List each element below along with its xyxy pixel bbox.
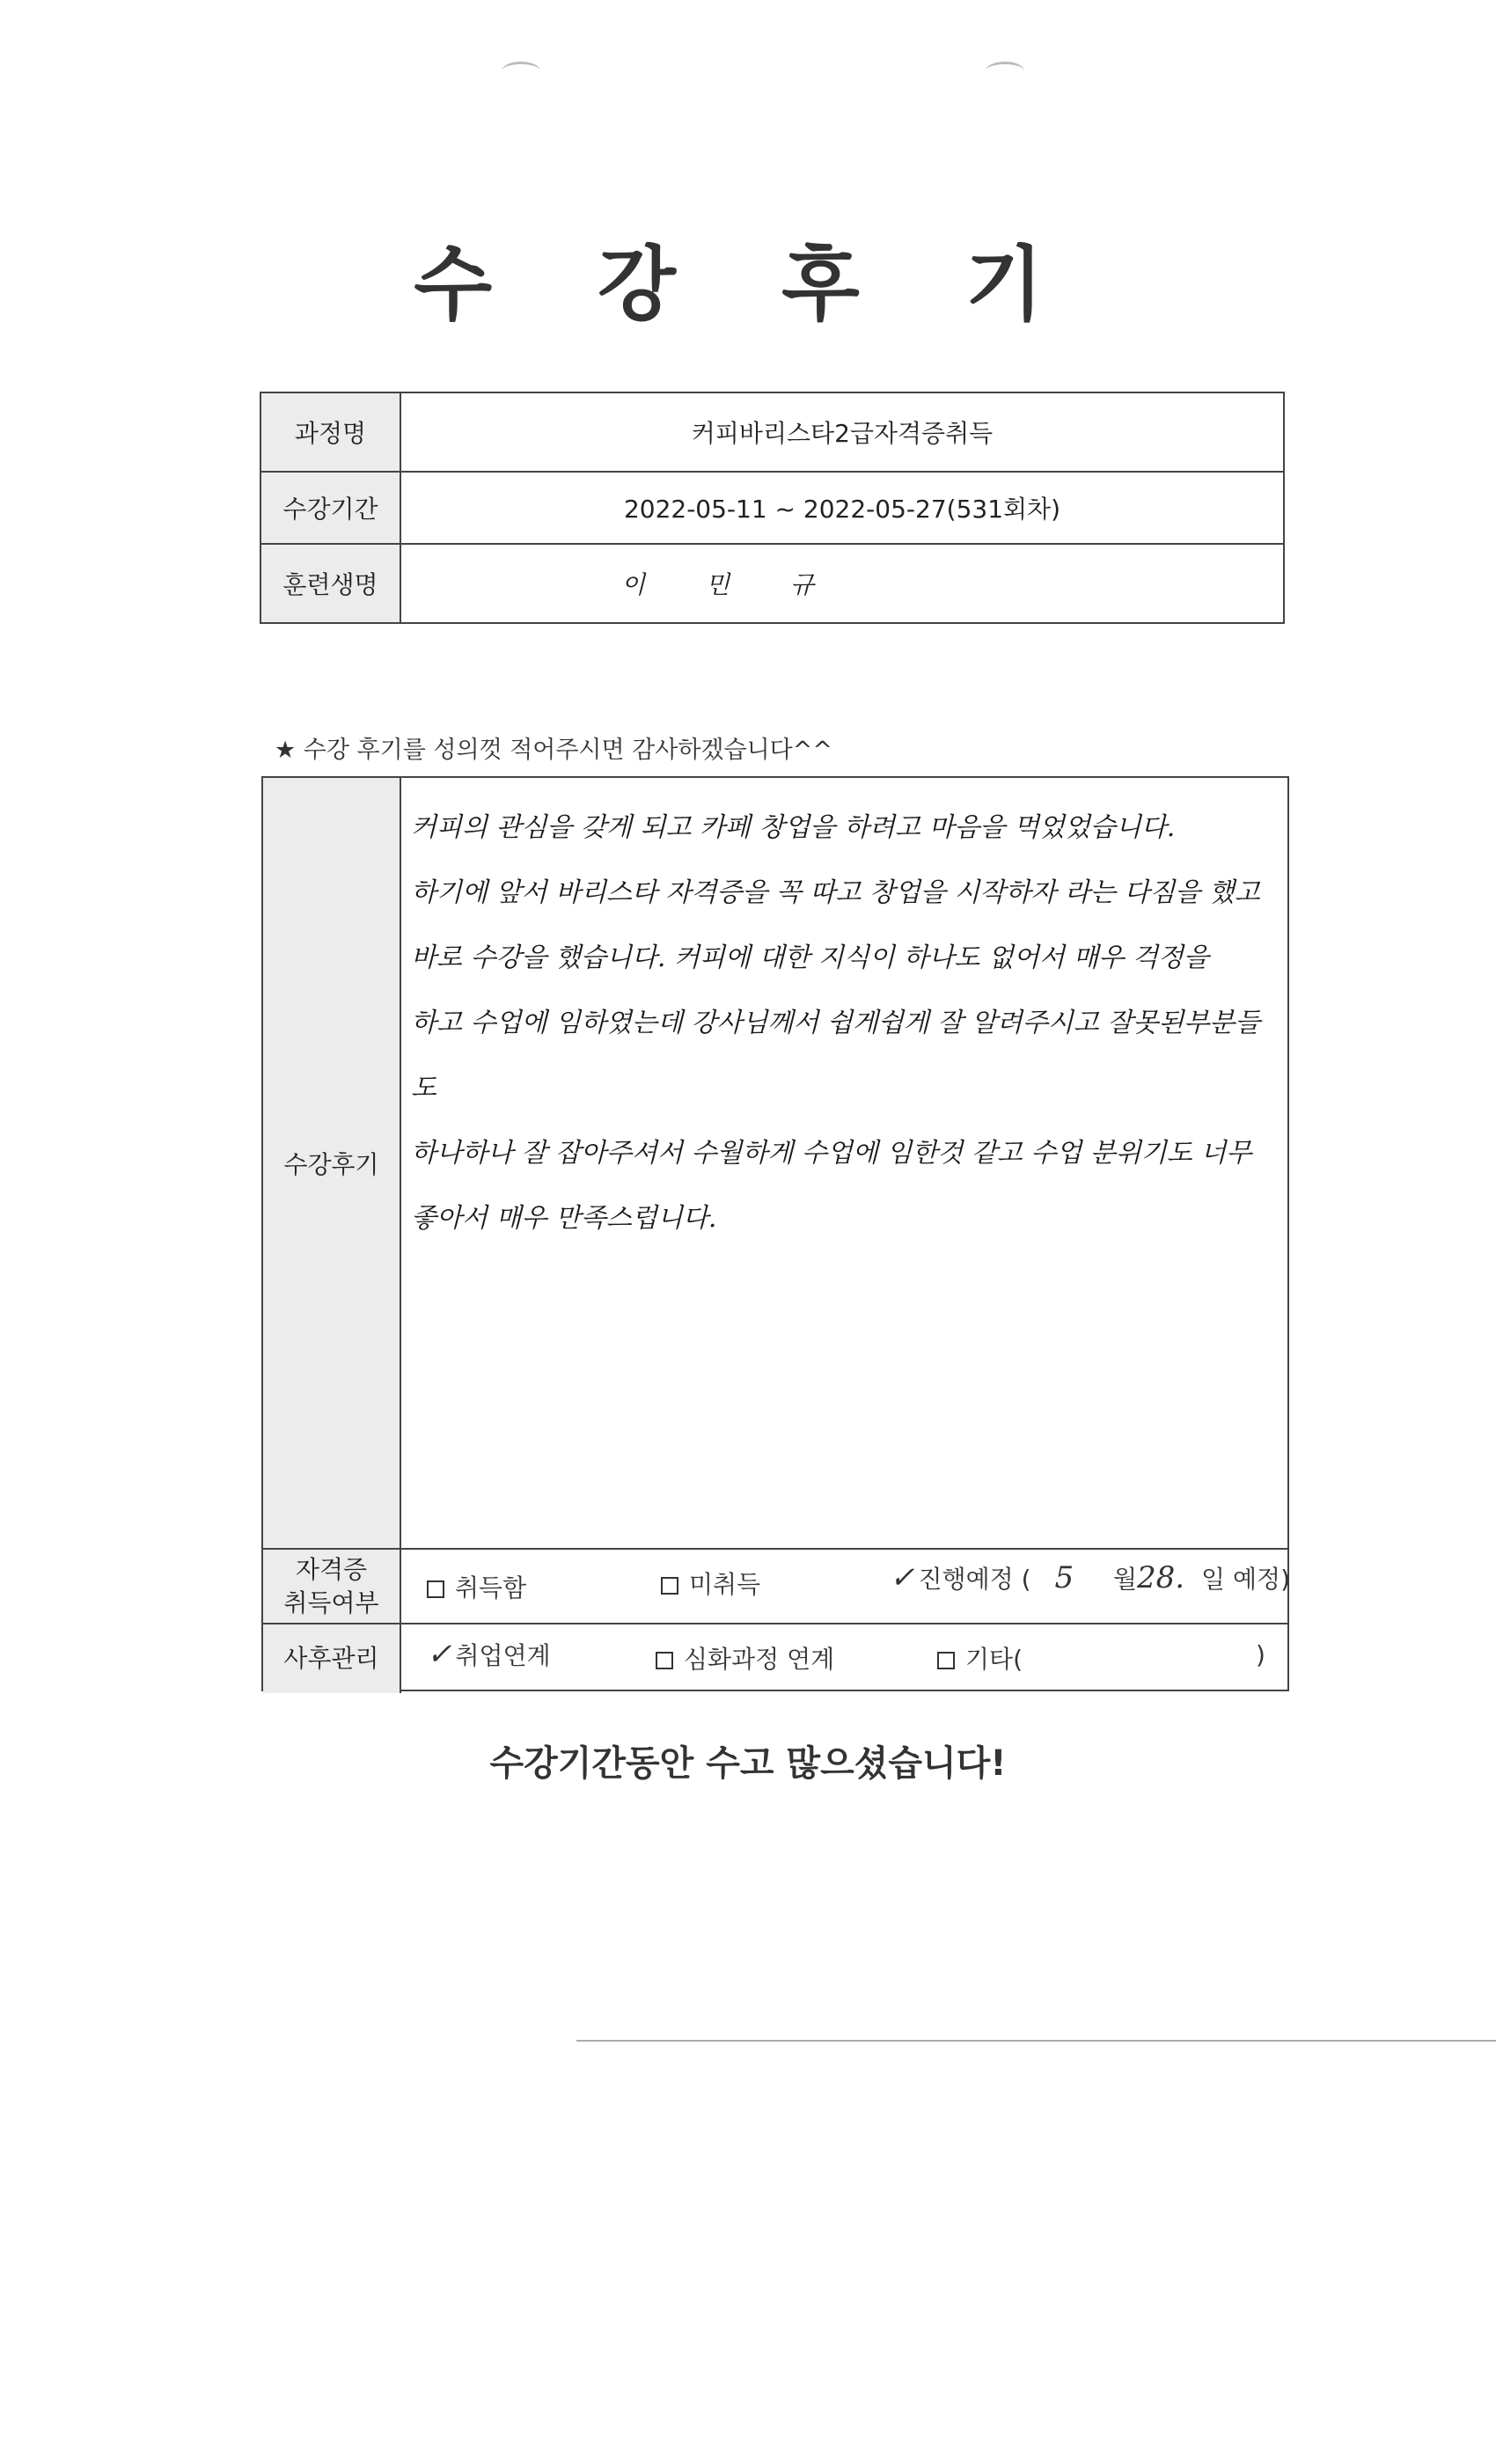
table-row xyxy=(260,392,1284,472)
option-label: 진행예정 ( xyxy=(918,1565,1031,1594)
table-row xyxy=(260,472,1284,544)
option-label: 취득함 xyxy=(455,1573,527,1602)
checkmark-icon: ✓ xyxy=(427,1637,452,1672)
review-line: 하고 수업에 임하였는데 강사님께서 쉽게쉽게 잘 알려주시고 잘못된부분들도 xyxy=(411,1008,1261,1104)
course-label: 과정명 xyxy=(260,392,400,472)
review-label xyxy=(263,778,401,1548)
checkbox-empty-icon[interactable] xyxy=(661,1577,678,1595)
certificate-label-line: 자격증 xyxy=(295,1555,368,1584)
punch-hole-mark xyxy=(502,62,540,80)
handwritten-review xyxy=(411,796,1273,1251)
scan-edge-line xyxy=(576,2040,1496,2042)
option-in-progress[interactable] xyxy=(890,1560,1290,1595)
option-job-link[interactable] xyxy=(427,1637,551,1672)
period-label: 수강기간 xyxy=(260,472,400,544)
checkmark-icon: ✓ xyxy=(890,1560,915,1595)
option-label: 취업연계 xyxy=(455,1641,551,1670)
course-value: 커피바리스타2급자격증취득 xyxy=(400,392,1284,472)
review-line: 하기에 앞서 바리스타 자격증을 꼭 따고 창업을 시작하자 라는 다짐을 했고 xyxy=(411,877,1260,908)
punch-hole-mark xyxy=(986,62,1024,80)
option-other[interactable] xyxy=(937,1640,1023,1676)
review-section xyxy=(261,776,1289,1691)
review-line: 커피의 관심을 갖게 되고 카페 창업을 하려고 마음을 먹었었습니다. xyxy=(411,812,1176,843)
review-label-text: 수강후기 xyxy=(283,1149,379,1179)
course-info-table xyxy=(260,392,1285,624)
checkbox-empty-icon[interactable] xyxy=(427,1580,444,1598)
checkbox-empty-icon[interactable] xyxy=(937,1652,955,1669)
aftercare-row xyxy=(263,1623,1287,1674)
period-value: 2022-05-11 ~ 2022-05-27(531회차) xyxy=(400,472,1284,544)
option-advanced-course[interactable] xyxy=(656,1640,834,1676)
review-line: 좋아서 매우 만족스럽니다. xyxy=(411,1203,717,1234)
certificate-label-line: 취득여부 xyxy=(283,1588,379,1617)
month-value: 5 xyxy=(1054,1560,1074,1595)
option-not-acquired[interactable] xyxy=(661,1566,760,1601)
option-label: 심화과정 연계 xyxy=(684,1645,835,1674)
table-row xyxy=(260,544,1284,623)
certificate-label xyxy=(263,1550,401,1623)
option-acquired[interactable] xyxy=(427,1569,526,1604)
option-label: 미취득 xyxy=(689,1570,761,1599)
month-unit: 월 xyxy=(1112,1565,1138,1594)
other-close-paren: ) xyxy=(1256,1640,1265,1669)
trainee-label: 훈련생명 xyxy=(260,544,400,623)
option-label: 기타( xyxy=(965,1645,1023,1674)
aftercare-label: 사후관리 xyxy=(263,1624,401,1693)
trainee-name: 이 민 규 xyxy=(400,544,1284,623)
checkbox-empty-icon[interactable] xyxy=(656,1652,673,1669)
day-value: 28. xyxy=(1137,1560,1185,1595)
closing-message: 수강기간동안 수고 많으셨습니다! xyxy=(489,1743,1007,1784)
certificate-row xyxy=(263,1548,1290,1617)
review-line: 하나하나 잘 잡아주셔서 수월하게 수업에 임한것 같고 수업 분위기도 너무 xyxy=(411,1138,1252,1169)
instruction-note: ★ 수강 후기를 성의껏 적어주시면 감사하겠습니다^^ xyxy=(275,737,833,764)
review-line: 바로 수강을 했습니다. 커피에 대한 지식이 하나도 없어서 매우 걱정을 xyxy=(411,942,1209,973)
day-unit: 일 예정) xyxy=(1201,1565,1290,1594)
page-title: 수 강 후 기 xyxy=(414,238,1082,332)
